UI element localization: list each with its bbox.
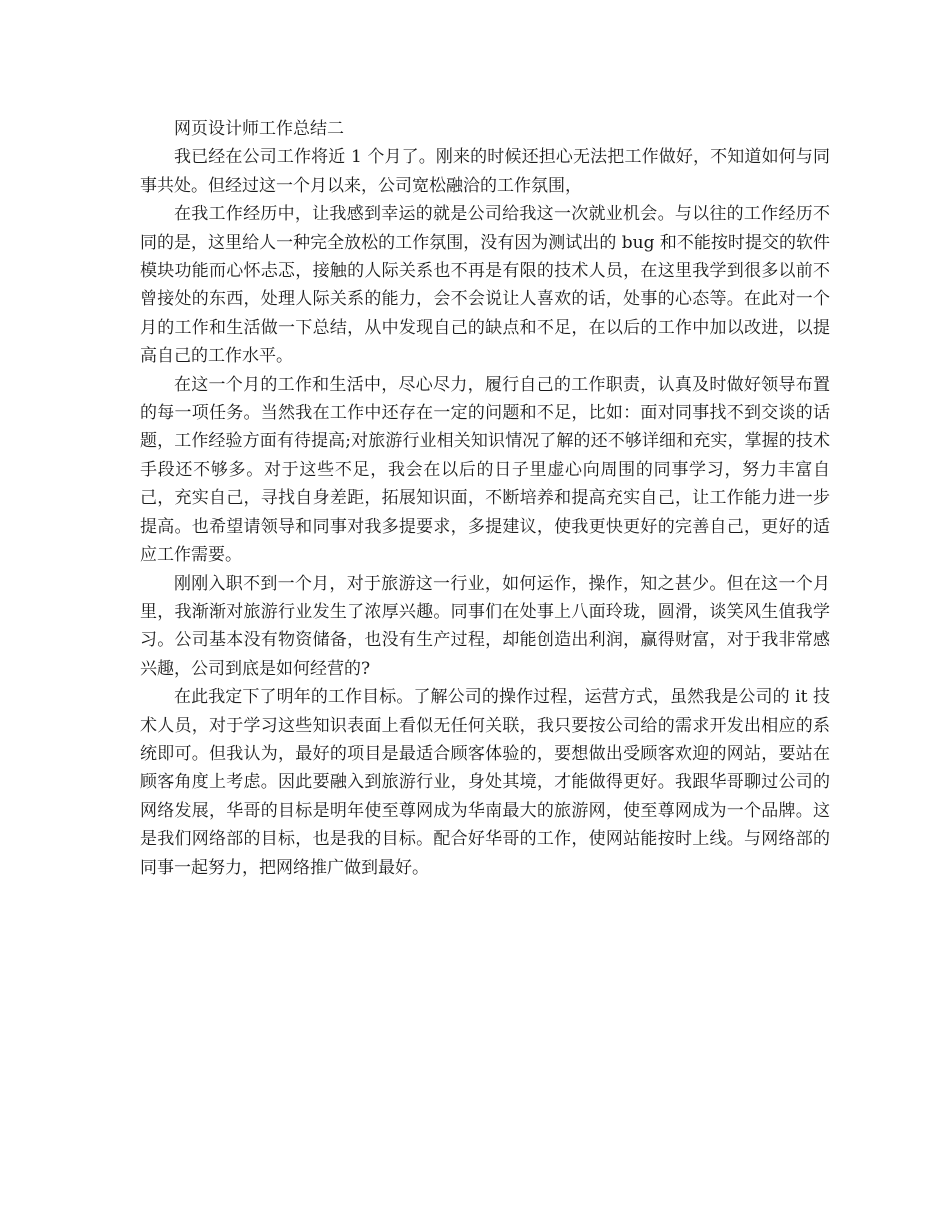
paragraph-2: 在我工作经历中，让我感到幸运的就是公司给我这一次就业机会。与以往的工作经历不同的是，这里给人一种完全放松的工作氛围，没有因为测试出的 bug 和不能按时提交的软件模块功能而心怀忐忑，接触的人际关系也不再是有限的技术人员，在这里我学到很多以前不曾接处的东西，处理人际关系的能力，会不会说让人喜欢的话，处事的心态等。在此对一个月的工作和生活做一下总结，从中发现自己的缺点和不足，在以后的工作中加以改进，以提高自己的工作水平。 — [140, 204, 830, 367]
paragraph-5: 在此我定下了明年的工作目标。了解公司的操作过程，运营方式，虽然我是公司的 it 技术人员，对于学习这些知识表面上看似无任何关联，我只要按公司给的需求开发出相应的系统即可。但我认为，最好的项目是最适合顾客体验的，要想做出受顾客欢迎的网站，要站在顾客角度上考虑。因此要融入到旅游行业，身处其境，才能做得更好。我跟华哥聊过公司的网络发展，华哥的目标是明年使至尊网成为华南最大的旅游网，使至尊网成为一个品牌。这是我们网络部的目标，也是我的目标。配合好华哥的工作，使网站能按时上线。与网络部的同事一起努力，把网络推广做到最好。 — [140, 687, 830, 878]
document-body — [140, 115, 830, 882]
document-title: 网页设计师工作总结二 — [174, 119, 344, 139]
paragraph-3: 在这一个月的工作和生活中，尽心尽力，履行自己的工作职责，认真及时做好领导布置的每一项任务。当然我在工作中还存在一定的问题和不足，比如：面对同事找不到交谈的话题，工作经验方面有待提高;对旅游行业相关知识情况了解的还不够详细和充实，掌握的技术手段还不够多。对于这些不足，我会在以后的日子里虚心向周围的同事学习，努力丰富自己，充实自己，寻找自身差距，拓展知识面，不断培养和提高充实自己，让工作能力进一步提高。也希望请领导和同事对我多提要求，多提建议，使我更快更好的完善自己，更好的适应工作需要。 — [140, 374, 830, 566]
paragraph-4: 刚刚入职不到一个月，对于旅游这一行业，如何运作，操作，知之甚少。但在这一个月里，我渐渐对旅游行业发生了浓厚兴趣。同事们在处事上八面玲珑，圆滑，谈笑风生值我学习。公司基本没有物资储备，也没有生产过程，却能创造出利润，赢得财富，对于我非常感兴趣，公司到底是如何经营的? — [140, 573, 830, 679]
paragraph-1: 我已经在公司工作将近 1 个月了。刚来的时候还担心无法把工作做好，不知道如何与同事共处。但经过这一个月以来，公司宽松融洽的工作氛围， — [140, 147, 830, 196]
